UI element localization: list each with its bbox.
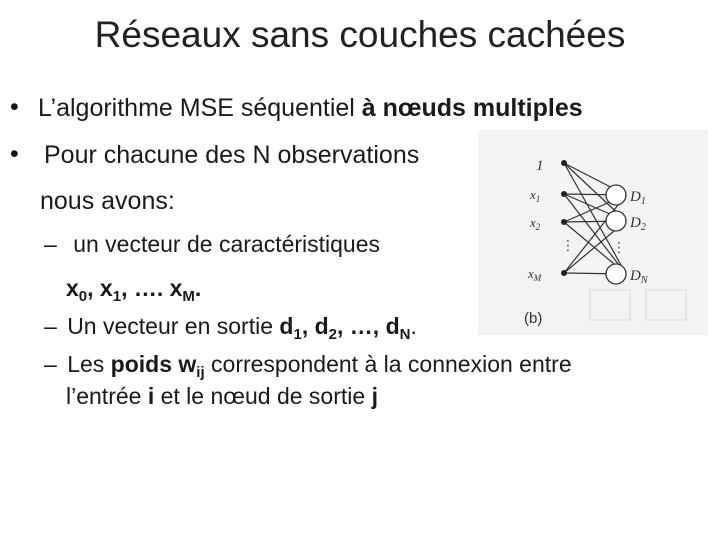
- d2-label: d: [314, 313, 329, 339]
- output-node-D2: [606, 211, 626, 231]
- output-node-D1: [606, 185, 626, 205]
- network-figure: [478, 130, 708, 335]
- dN-subscript: N: [399, 326, 411, 343]
- output-sep-2: , …,: [337, 313, 386, 339]
- input-label-1: 1: [536, 158, 544, 174]
- slide-title: Réseaux sans couches cachées: [94, 14, 626, 55]
- input-node-xM: [561, 270, 567, 276]
- weights-subscript: ij: [196, 364, 205, 381]
- bullet-1-marker: •: [10, 93, 19, 121]
- weights-label: poids w: [110, 351, 197, 377]
- output-node-DN: [606, 264, 626, 284]
- xM-label: x: [169, 275, 183, 301]
- input-node-1: [561, 160, 567, 166]
- vector-sep-1: ,: [87, 275, 100, 301]
- network-diagram: [478, 130, 708, 335]
- bullet-1-bold: à nœuds multiples: [361, 94, 583, 122]
- input-label-xM: $x_M$: [528, 266, 542, 283]
- output-label-D2: $D_2$: [630, 215, 646, 233]
- sub-bullet-2: [44, 312, 417, 343]
- sub-bullet-1-dash: –: [44, 231, 57, 257]
- d2-subscript: 2: [328, 326, 337, 343]
- bullet-2-marker: •: [10, 140, 19, 168]
- input-node-x2: [561, 219, 567, 225]
- sub-bullet-3-middle: correspondent à la connexion entre: [204, 351, 572, 377]
- sub-bullet-3-line-2-prefix: l’entrée: [66, 383, 148, 409]
- x0-subscript: 0: [78, 288, 88, 305]
- bullet-2-line-2: nous avons:: [40, 187, 175, 215]
- input-ellipsis: ⋮: [561, 237, 575, 253]
- sub-bullet-1-vector: [66, 274, 202, 305]
- x1-subscript: 1: [112, 288, 122, 305]
- faint-box-2: [646, 290, 686, 320]
- xM-subscript: M: [182, 288, 195, 305]
- x1-label: x: [99, 275, 113, 301]
- faint-box-1: [590, 290, 630, 320]
- bullet-2-line-1: Pour chacune des N observations: [44, 141, 420, 169]
- bullet-1-text: L’algorithme MSE séquentiel: [38, 94, 362, 122]
- d1-label: d: [279, 313, 294, 339]
- sub-bullet-3-line-2: [66, 382, 378, 410]
- dN-label: d: [385, 313, 400, 339]
- index-i: i: [147, 383, 155, 409]
- input-label-x2: $x_2$: [530, 215, 541, 232]
- input-node-x1: [561, 191, 567, 197]
- vector-end: .: [194, 275, 202, 301]
- output-sep-1: ,: [301, 313, 315, 339]
- index-j: j: [371, 383, 378, 409]
- sub-bullet-1: [44, 230, 380, 258]
- d1-subscript: 1: [293, 326, 302, 343]
- sub-bullet-3-dash: –: [44, 351, 57, 377]
- sub-bullet-1-text: un vecteur de caractéristiques: [73, 231, 381, 257]
- output-end: .: [410, 313, 417, 339]
- bullet-1: [38, 93, 583, 123]
- input-label-x1: $x_1$: [530, 187, 541, 204]
- output-label-DN: $D_N$: [630, 268, 648, 286]
- x0-label: x: [66, 275, 79, 301]
- sub-bullet-2-dash: –: [44, 313, 57, 339]
- sub-bullet-2-text: Un vecteur en sortie: [67, 313, 280, 339]
- output-label-D1: $D_1$: [630, 189, 646, 207]
- sub-bullet-3-text: Les: [67, 351, 111, 377]
- figure-caption: (b): [524, 310, 543, 327]
- sub-bullet-3: [44, 350, 572, 381]
- sub-bullet-3-line-2-mid: et le nœud de sortie: [154, 383, 372, 409]
- vector-sep-2: , ….: [121, 275, 170, 301]
- output-ellipsis: ⋮: [612, 239, 626, 255]
